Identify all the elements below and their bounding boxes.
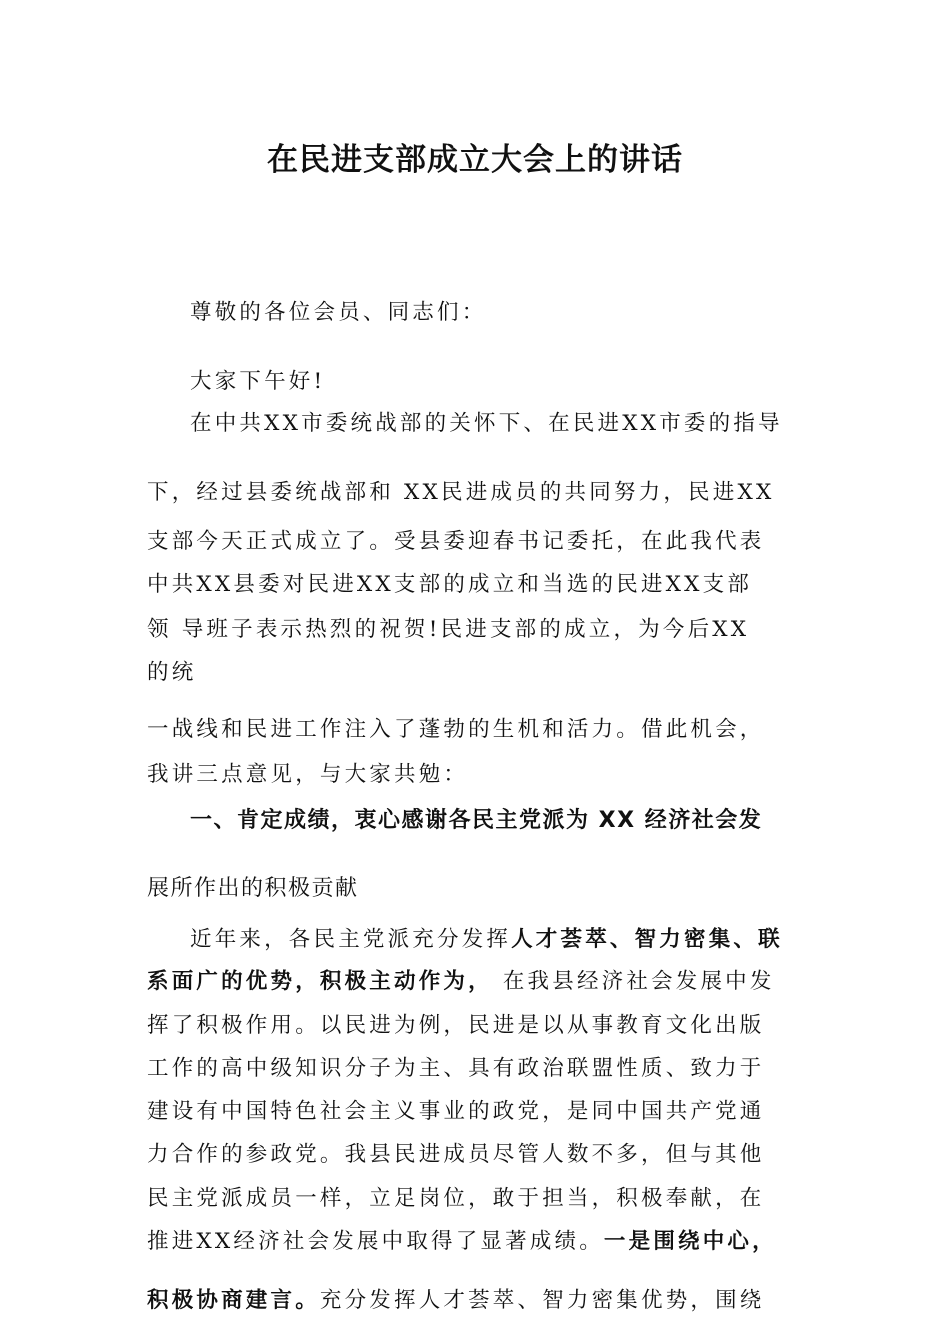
body-line: 挥了积极作用。以民进为例，民进是以从事教育文化出版: [147, 1013, 765, 1038]
document-title: 在民进支部成立大会上的讲话: [267, 142, 683, 178]
emphasis-text: 积极协商建言。: [147, 1288, 320, 1313]
body-line: 力合作的参政党。我县民进成员尽管人数不多，但与其他: [147, 1142, 765, 1167]
body-line-mixed: [147, 1286, 765, 1316]
section-heading-1: 一、肯定成绩，衷心感谢各民主党派为 XX 经济社会发: [190, 808, 763, 833]
body-line: 中共XX县委对民进XX支部的成立和当选的民进XX支部: [147, 572, 753, 597]
body-line: 下，经过县委统战部和 XX民进成员的共同努力，民进XX: [147, 480, 775, 505]
body-line: 在中共XX市委统战部的关怀下、在民进XX市委的指导: [190, 411, 783, 436]
plain-text: 近年来，各民主党派充分发挥: [190, 927, 512, 952]
emphasis-text: 人才荟萃、智力密集、联: [511, 927, 783, 952]
body-line-mixed: [147, 1227, 777, 1257]
body-line: 我讲三点意见，与大家共勉：: [147, 762, 469, 787]
body-line: 的统: [147, 660, 197, 685]
body-line: 支部今天正式成立了。受县委迎春书记委托，在此我代表: [147, 529, 765, 554]
body-line: 建设有中国特色社会主义事业的政党，是同中国共产党通: [147, 1099, 765, 1124]
emphasis-text: 一是围绕中心，: [603, 1229, 777, 1254]
emphasis-text: 系面广的优势，积极主动作为，: [147, 969, 493, 994]
body-line: 民主党派成员一样，立足岗位，敢于担当，积极奉献，在: [147, 1186, 765, 1211]
body-line: 领 导班子表示热烈的祝贺!民进支部的成立，为今后XX: [147, 617, 750, 642]
plain-text: 充分发挥人才荟萃、智力密集优势，围绕: [319, 1288, 765, 1313]
body-line-mixed: [190, 925, 783, 955]
section-heading-1-cont: 展所作出的积极贡献: [147, 876, 359, 901]
body-line: 工作的高中级知识分子为主、具有政治联盟性质、致力于: [147, 1056, 765, 1081]
greeting: 大家下午好!: [190, 369, 326, 394]
body-line: 一战线和民进工作注入了蓬勃的生机和活力。借此机会，: [147, 717, 765, 742]
plain-text: 在我县经济社会发展中发: [492, 969, 775, 994]
salutation: 尊敬的各位会员、同志们：: [190, 300, 487, 325]
body-line-mixed: [147, 967, 775, 997]
plain-text: 推进XX经济社会发展中取得了显著成绩。: [147, 1229, 604, 1254]
